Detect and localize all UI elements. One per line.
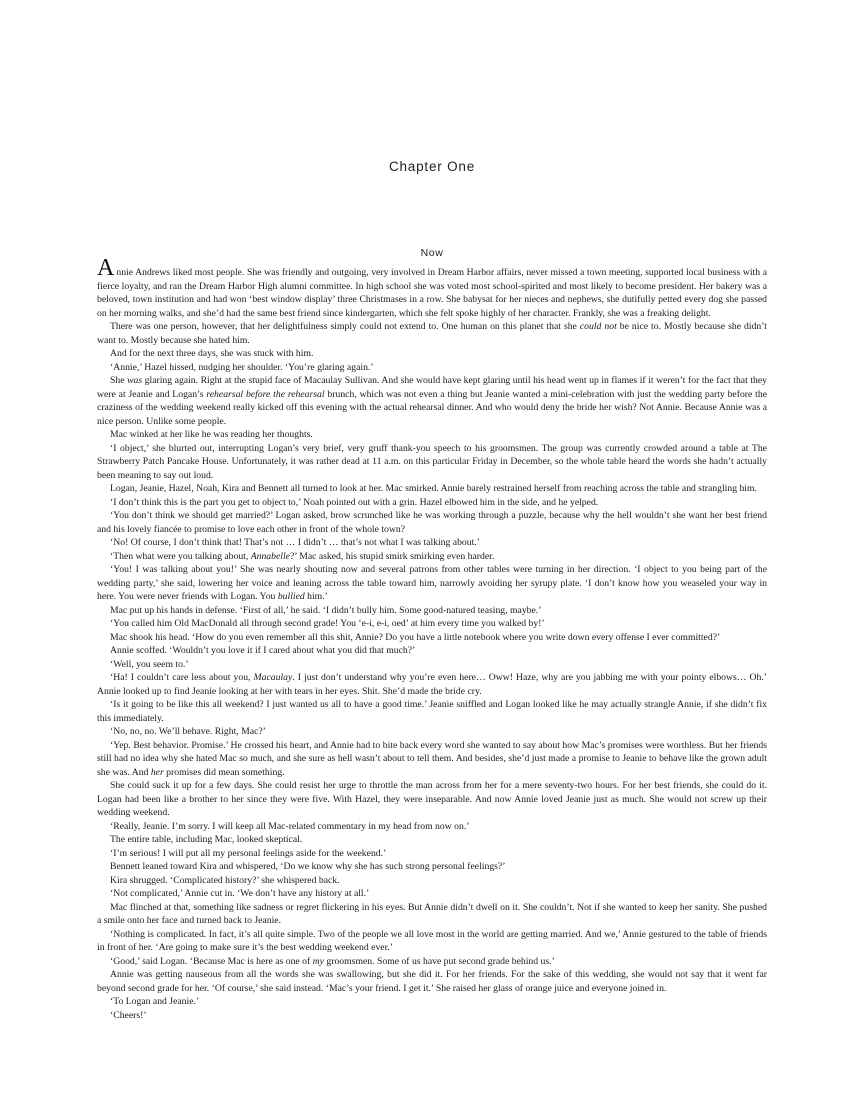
italic-run: my [312, 955, 324, 967]
paragraph [97, 658, 767, 672]
paragraph [97, 442, 767, 483]
text-run: Mac shook his head. ‘How do you even remember all this shit, Annie? Do you have a little notebook where you write down every offense I ever committed?’ [110, 631, 721, 643]
paragraph [97, 968, 767, 995]
paragraph [97, 617, 767, 631]
text-run: ‘Then what were you talking about, [110, 550, 251, 562]
text-run: brunch, which was not even a thing but Jeanie wanted a mini-celebration with just the wedding party before the craziness of the wedding weekend really kicked off this evening with the actual rehearsal dinner. And who would deny the bride her wish? Not Annie. Because Annie was a nice person. Unlike some people. [97, 388, 767, 427]
text-run: ‘No, no, no. We’ll behave. Right, Mac?’ [110, 726, 266, 737]
text-run: nnie Andrews liked most people. She was friendly and outgoing, very involved in Dream Harbor affairs, never missed a town meeting, supported local business with a fierce loyalty, and ran the Dream Harbor High alumni committee. In high school she was voted most school-spirited and most likely to become president. Her bakery was a beloved, town institution and had won ‘best window display’ three Christmases in a row. She babysat for her nieces and nephews, she dutifully petted every dog she passed on her morning walks, and she’d had the same best friend since kindergarten, which she felt spoke highly of her character. Frankly, she was a freaking delight. [97, 267, 767, 319]
paragraph [97, 604, 767, 618]
text-run: ‘No! Of course, I don’t think that! That’s not … I didn’t … that’s not what I was talking about.’ [110, 537, 480, 548]
text-run: Bennett leaned toward Kira and whispered, ‘Do we know why she has such strong personal feelings?’ [110, 861, 506, 872]
text-run: There was one person, however, that her delightfulness simply could not extend to. One human on this planet that she [110, 321, 580, 332]
paragraph [97, 482, 767, 496]
paragraph [97, 550, 767, 564]
text-run: ‘Yep. Best behavior. Promise.’ He crossed his heart, and Annie had to bite back every word she wanted to say about how Mac’s promises were worthless. But her friends still had no idea why she hated Mac so much, and she sure as hell wasn’t about to tell them. And besides, she’d just made a promise to Jeanie to behave like the grown adult she was. And [97, 739, 767, 778]
text-run: ‘Well, you seem to.’ [110, 658, 189, 670]
text-run: She [110, 375, 128, 386]
text-run: Logan, Jeanie, Hazel, Noah, Kira and Bennett all turned to look at her. Mac smirked. Annie barely restrained herself from reaching across the table and strangling him. [110, 483, 757, 494]
text-run: him.’ [304, 591, 328, 602]
text-run: groomsmen. Some of us have put second grade behind us.’ [323, 955, 555, 967]
paragraph [97, 779, 767, 820]
paragraph [97, 631, 767, 645]
paragraph [97, 820, 767, 834]
paragraph [97, 847, 767, 861]
paragraph [97, 887, 767, 901]
text-run: Annie was getting nauseous from all the words she was swallowing, but she did it. For her friends. For the sake of this wedding, she would not say that it went far beyond second grade for her. ‘Of course,’ she said instead. ‘Mac’s your friend. I get it.’ She raised her glass of orange juice and everyone joined in. [97, 969, 767, 994]
text-run: And for the next three days, she was stuck with him. [110, 348, 314, 359]
text-run: Mac winked at her like he was reading her thoughts. [110, 429, 313, 440]
text-run: The entire table, including Mac, looked skeptical. [110, 834, 303, 845]
text-run: Kira shrugged. ‘Complicated history?’ she whispered back. [110, 874, 340, 886]
paragraph [97, 698, 767, 725]
italic-run: was [127, 375, 143, 386]
paragraph [97, 671, 767, 698]
text-run: promises did mean something. [163, 766, 285, 778]
text-run: ‘You called him Old MacDonald all through second grade! You ‘e-i, e-i, oed’ at him every time you walked by!’ [110, 618, 545, 629]
paragraph [97, 496, 767, 510]
text-run: ‘Cheers!’ [110, 1009, 147, 1021]
text-run: ‘I don’t think this is the part you get to object to,’ Noah pointed out with a grin. Hazel elbowed him in the side, and he yelped. [110, 496, 599, 508]
text-run: Mac put up his hands in defense. ‘First of all,’ he said. ‘I didn’t bully him. Some good-natured teasing, maybe.’ [110, 604, 542, 616]
text-run: ‘To Logan and Jeanie.’ [110, 996, 200, 1007]
drop-cap: A [97, 255, 116, 281]
paragraph [97, 347, 767, 361]
text-run: Annie scoffed. ‘Wouldn’t you love it if I cared about what you did that much?’ [110, 645, 416, 656]
text-run: Mac flinched at that, something like sadness or regret flickering in his eyes. But Annie didn’t dwell on it. She couldn’t. Not if she wanted to keep her sanity. She pushed a smile onto her face and turned back to Jeanie. [97, 901, 767, 926]
text-run: ‘Nothing is complicated. In fact, it’s all quite simple. Two of the people we all love most in the world are getting married. And we,’ Annie gestured to the table of friends in front of her. ‘Are going to make sure it’s the best wedding weekend ever.’ [97, 928, 767, 953]
paragraph [97, 1009, 767, 1023]
chapter-title: Chapter One [388, 159, 476, 174]
paragraph [97, 860, 767, 874]
paragraph [97, 928, 767, 955]
paragraph [97, 725, 767, 739]
paragraph [97, 901, 767, 928]
paragraph [97, 563, 767, 604]
italic-run: could not [579, 321, 617, 332]
italic-run: Macaulay [253, 672, 293, 683]
italic-run: her [150, 766, 164, 778]
paragraph [97, 255, 767, 320]
paragraph [97, 644, 767, 658]
text-run: ‘Really, Jeanie. I’m sorry. I will keep all Mac-related commentary in my head from now on.’ [110, 820, 470, 832]
italic-run: rehearsal before the rehearsal [206, 388, 325, 400]
paragraph [97, 833, 767, 847]
text-run: She could suck it up for a few days. She could resist her urge to throttle the man across from her for a mere seventy-two hours. For her best friends, she could do it. Logan had been like a brother to her since they were five. With Hazel, they were inseparable. And now Annie loved Jeanie just as much. She would not screw up their wedding weekend. [97, 780, 767, 818]
paragraph [97, 955, 767, 969]
text-run: ‘Good,’ said Logan. ‘Because Mac is here as one of [110, 955, 313, 967]
text-run: ‘You! I was talking about you!’ She was nearly shouting now and several patrons from other tables were turning in her direction. ‘I object to you being part of the wedding party,’ she said, lowering her voice and leaning across the table toward him, narrowly avoiding her syrupy plate. ‘I don’t know how you weaseled your way in here. You were never friends with Logan. You [97, 564, 767, 602]
text-run: ‘Ha! I couldn’t care less about you, [110, 672, 254, 683]
paragraph [97, 739, 767, 780]
text-run: ‘I’m serious! I will put all my personal feelings aside for the weekend.’ [110, 847, 387, 859]
text-run: ‘Annie,’ Hazel hissed, nudging her shoulder. ‘You’re glaring again.’ [110, 361, 374, 373]
italic-run: bullied [277, 591, 305, 602]
text-run: glaring again. Right at the stupid face of Macaulay Sullivan. And she would have kept glaring until his head went up in flames if it weren’t for the fact that they were at Jeanie and Logan’s [97, 375, 767, 400]
italic-run: Annabelle [250, 550, 290, 562]
paragraph [97, 320, 767, 347]
paragraph [97, 428, 767, 442]
text-run: ‘Not complicated,’ Annie cut in. ‘We don’t have any history at all.’ [110, 888, 370, 899]
text-run: ‘You don’t think we should get married?’ Logan asked, brow scrunched like he was working through a puzzle, because why the hell wouldn’t she want her best friend and his lovely fiancée to promise to love each other in front of the whole town? [97, 510, 767, 535]
text-run: ?’ Mac asked, his stupid smirk smirking even harder. [289, 550, 495, 562]
text-run: . I just don’t understand why you’re even here… Oww! Haze, why are you jabbing me with your pointy elbows… Oh.’ Annie looked up to find Jeanie looking at her with tears in her eyes. Shit. She’d made the bride cry. [97, 672, 768, 697]
text-run: be nice to. Mostly because she didn’t want to. Mostly because she hated him. [97, 321, 767, 346]
paragraph [97, 874, 767, 888]
paragraph [97, 509, 767, 536]
paragraph [97, 361, 767, 375]
body-text [97, 255, 768, 1022]
paragraph [97, 995, 767, 1009]
text-run: ‘I object,’ she blurted out, interrupting Logan’s very brief, very gruff thank-you speech to his groomsmen. The group was currently crowded around a table at The Strawberry Patch Pancake House. Unfortunately, it was rather dead at 11 a.m. on this particular Friday in December, so the whole table heard the words she hadn’t actually been meaning to say out loud. [97, 442, 767, 481]
text-run: ‘Is it going to be like this all weekend? I just wanted us all to have a good time.’ Jeanie sniffled and Logan looked like he may actually strangle Annie, if she didn’t fix this immediately. [97, 699, 767, 724]
paragraph [97, 536, 767, 550]
paragraph [97, 374, 767, 428]
section-label: Now [420, 247, 444, 259]
